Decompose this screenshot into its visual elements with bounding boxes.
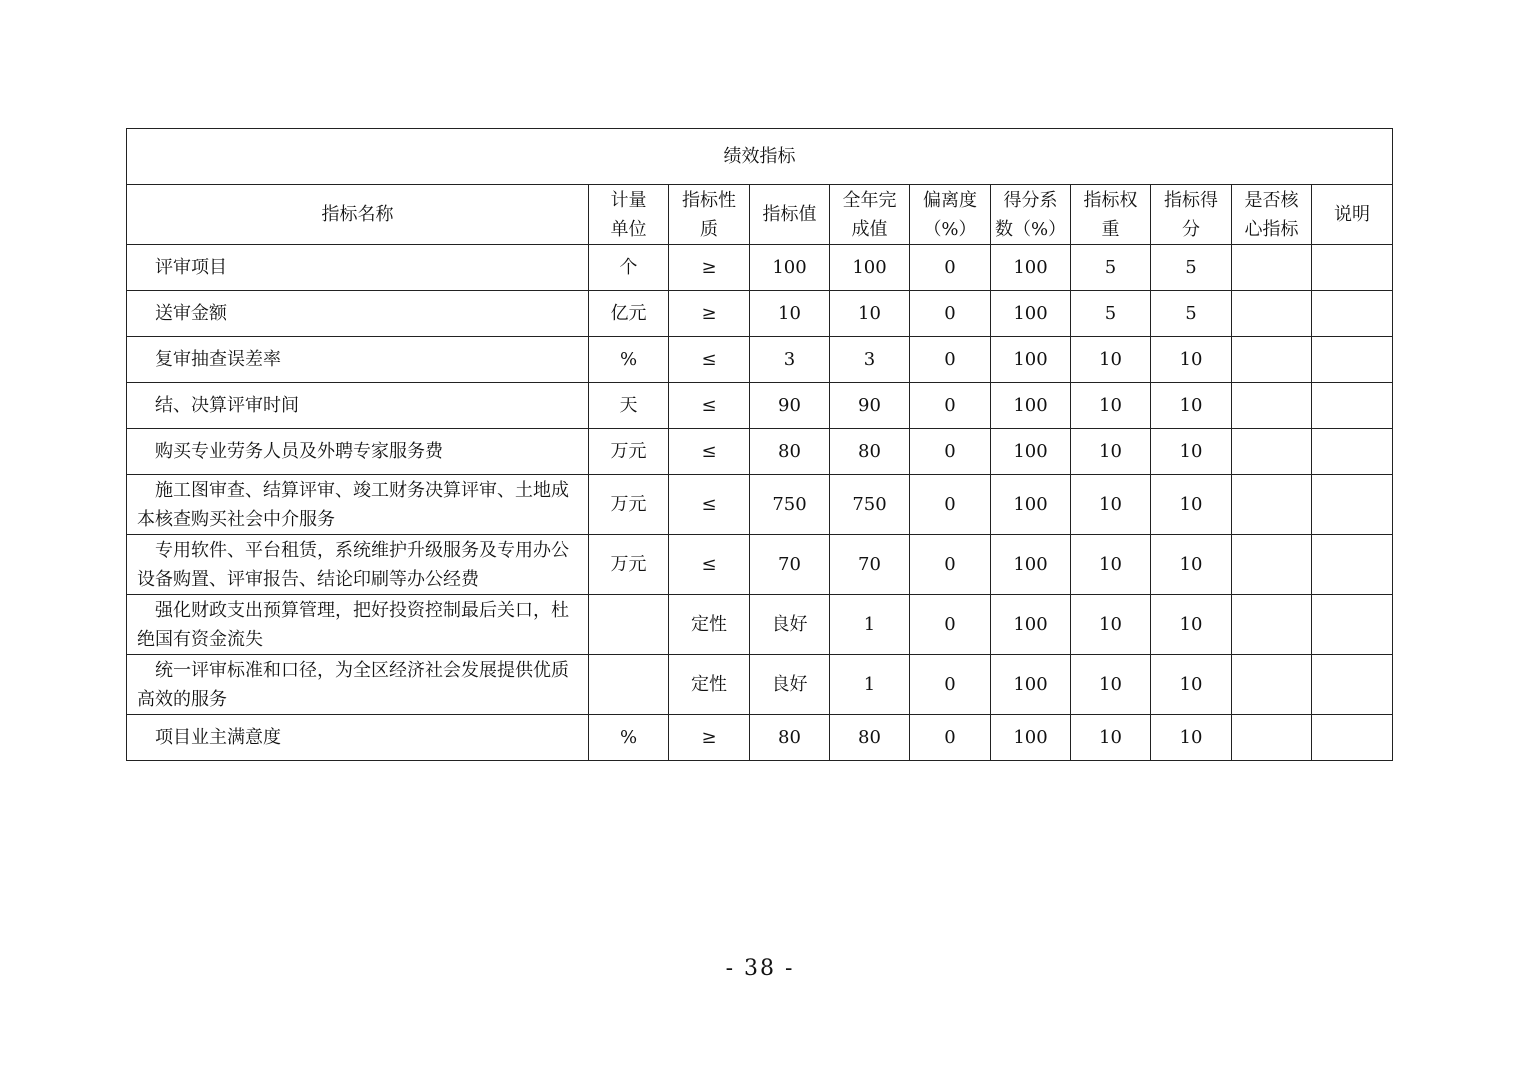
cell-score: 10 xyxy=(1151,429,1232,475)
cell-note xyxy=(1312,715,1393,761)
cell-nature: ≤ xyxy=(669,429,750,475)
cell-actual: 10 xyxy=(830,291,910,337)
cell-deviation: 0 xyxy=(910,245,991,291)
header-unit: 计量 单位 xyxy=(589,185,669,245)
cell-score: 10 xyxy=(1151,535,1232,595)
cell-note xyxy=(1312,475,1393,535)
cell-coefficient: 100 xyxy=(991,655,1071,715)
cell-name: 统一评审标准和口径，为全区经济社会发展提供优质高效的服务 xyxy=(127,655,589,715)
cell-weight: 10 xyxy=(1071,655,1151,715)
cell-actual: 100 xyxy=(830,245,910,291)
cell-score: 10 xyxy=(1151,655,1232,715)
cell-coefficient: 100 xyxy=(991,595,1071,655)
table-caption: 绩效指标 xyxy=(127,129,1393,185)
cell-value: 良好 xyxy=(750,595,830,655)
cell-unit: 天 xyxy=(589,383,669,429)
header-score: 指标得 分 xyxy=(1151,185,1232,245)
cell-deviation: 0 xyxy=(910,429,991,475)
cell-unit: 万元 xyxy=(589,429,669,475)
cell-unit: 亿元 xyxy=(589,291,669,337)
header-core: 是否核 心指标 xyxy=(1232,185,1312,245)
cell-core xyxy=(1232,655,1312,715)
cell-value: 80 xyxy=(750,429,830,475)
header-actual: 全年完 成值 xyxy=(830,185,910,245)
cell-nature: ≥ xyxy=(669,715,750,761)
cell-weight: 10 xyxy=(1071,383,1151,429)
cell-note xyxy=(1312,245,1393,291)
cell-core xyxy=(1232,383,1312,429)
cell-value: 3 xyxy=(750,337,830,383)
cell-score: 5 xyxy=(1151,291,1232,337)
cell-coefficient: 100 xyxy=(991,291,1071,337)
cell-unit: 个 xyxy=(589,245,669,291)
cell-actual: 70 xyxy=(830,535,910,595)
cell-deviation: 0 xyxy=(910,595,991,655)
cell-core xyxy=(1232,291,1312,337)
cell-deviation: 0 xyxy=(910,337,991,383)
cell-value: 10 xyxy=(750,291,830,337)
cell-coefficient: 100 xyxy=(991,383,1071,429)
cell-deviation: 0 xyxy=(910,383,991,429)
cell-coefficient: 100 xyxy=(991,535,1071,595)
table-row xyxy=(127,245,1393,291)
cell-actual: 1 xyxy=(830,655,910,715)
cell-actual: 3 xyxy=(830,337,910,383)
cell-unit: % xyxy=(589,715,669,761)
header-row xyxy=(127,185,1393,245)
cell-note xyxy=(1312,655,1393,715)
cell-actual: 750 xyxy=(830,475,910,535)
cell-note xyxy=(1312,595,1393,655)
cell-core xyxy=(1232,475,1312,535)
table-row xyxy=(127,535,1393,595)
cell-value: 80 xyxy=(750,715,830,761)
table-row xyxy=(127,337,1393,383)
cell-note xyxy=(1312,383,1393,429)
cell-unit: 万元 xyxy=(589,475,669,535)
cell-nature: ≤ xyxy=(669,475,750,535)
header-nature: 指标性 质 xyxy=(669,185,750,245)
cell-nature: ≥ xyxy=(669,291,750,337)
cell-nature: ≤ xyxy=(669,337,750,383)
cell-note xyxy=(1312,337,1393,383)
cell-name: 送审金额 xyxy=(127,291,589,337)
table-row xyxy=(127,429,1393,475)
header-coefficient: 得分系 数（%） xyxy=(991,185,1071,245)
cell-name: 购买专业劳务人员及外聘专家服务费 xyxy=(127,429,589,475)
header-deviation: 偏离度 （%） xyxy=(910,185,991,245)
header-note: 说明 xyxy=(1312,185,1393,245)
cell-core xyxy=(1232,245,1312,291)
cell-value: 70 xyxy=(750,535,830,595)
cell-nature: 定性 xyxy=(669,655,750,715)
page-number: - 38 - xyxy=(725,956,795,981)
cell-coefficient: 100 xyxy=(991,245,1071,291)
table-row xyxy=(127,291,1393,337)
cell-weight: 10 xyxy=(1071,535,1151,595)
cell-core xyxy=(1232,715,1312,761)
cell-note xyxy=(1312,535,1393,595)
cell-nature: ≥ xyxy=(669,245,750,291)
cell-core xyxy=(1232,535,1312,595)
cell-deviation: 0 xyxy=(910,535,991,595)
performance-indicator-table xyxy=(126,128,1393,761)
cell-value: 90 xyxy=(750,383,830,429)
cell-name: 评审项目 xyxy=(127,245,589,291)
cell-score: 10 xyxy=(1151,337,1232,383)
cell-actual: 80 xyxy=(830,715,910,761)
cell-weight: 5 xyxy=(1071,291,1151,337)
cell-deviation: 0 xyxy=(910,655,991,715)
cell-deviation: 0 xyxy=(910,475,991,535)
cell-unit xyxy=(589,595,669,655)
cell-value: 750 xyxy=(750,475,830,535)
cell-score: 10 xyxy=(1151,475,1232,535)
cell-weight: 5 xyxy=(1071,245,1151,291)
table-row xyxy=(127,655,1393,715)
cell-core xyxy=(1232,429,1312,475)
cell-weight: 10 xyxy=(1071,715,1151,761)
cell-score: 10 xyxy=(1151,715,1232,761)
cell-value: 良好 xyxy=(750,655,830,715)
cell-coefficient: 100 xyxy=(991,429,1071,475)
cell-nature: ≤ xyxy=(669,383,750,429)
cell-deviation: 0 xyxy=(910,715,991,761)
cell-name: 专用软件、平台租赁，系统维护升级服务及专用办公设备购置、评审报告、结论印刷等办公经费 xyxy=(127,535,589,595)
table-row xyxy=(127,595,1393,655)
cell-name: 项目业主满意度 xyxy=(127,715,589,761)
cell-name: 复审抽查误差率 xyxy=(127,337,589,383)
cell-score: 10 xyxy=(1151,595,1232,655)
cell-coefficient: 100 xyxy=(991,337,1071,383)
cell-weight: 10 xyxy=(1071,475,1151,535)
cell-value: 100 xyxy=(750,245,830,291)
header-value: 指标值 xyxy=(750,185,830,245)
cell-score: 10 xyxy=(1151,383,1232,429)
cell-nature: ≤ xyxy=(669,535,750,595)
table-row xyxy=(127,383,1393,429)
cell-coefficient: 100 xyxy=(991,475,1071,535)
cell-weight: 10 xyxy=(1071,595,1151,655)
cell-name: 施工图审查、结算评审、竣工财务决算评审、土地成本核查购买社会中介服务 xyxy=(127,475,589,535)
header-weight: 指标权 重 xyxy=(1071,185,1151,245)
header-indicator-name: 指标名称 xyxy=(127,185,589,245)
table-row xyxy=(127,715,1393,761)
cell-unit: % xyxy=(589,337,669,383)
cell-note xyxy=(1312,429,1393,475)
cell-weight: 10 xyxy=(1071,337,1151,383)
cell-actual: 1 xyxy=(830,595,910,655)
cell-deviation: 0 xyxy=(910,291,991,337)
cell-nature: 定性 xyxy=(669,595,750,655)
cell-core xyxy=(1232,595,1312,655)
cell-actual: 80 xyxy=(830,429,910,475)
table-row xyxy=(127,475,1393,535)
cell-unit xyxy=(589,655,669,715)
cell-weight: 10 xyxy=(1071,429,1151,475)
cell-note xyxy=(1312,291,1393,337)
cell-core xyxy=(1232,337,1312,383)
cell-name: 结、决算评审时间 xyxy=(127,383,589,429)
cell-unit: 万元 xyxy=(589,535,669,595)
cell-score: 5 xyxy=(1151,245,1232,291)
cell-name: 强化财政支出预算管理，把好投资控制最后关口，杜绝国有资金流失 xyxy=(127,595,589,655)
cell-coefficient: 100 xyxy=(991,715,1071,761)
cell-actual: 90 xyxy=(830,383,910,429)
